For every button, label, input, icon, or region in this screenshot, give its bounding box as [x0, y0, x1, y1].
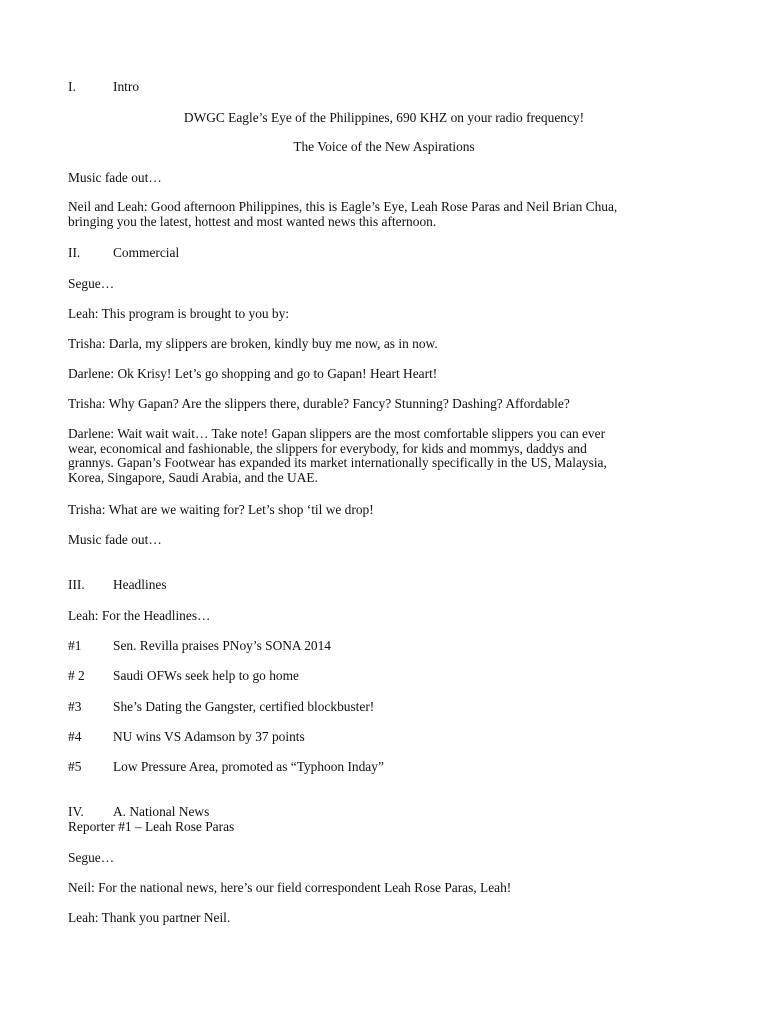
paragraph-line: wear, economical and fashionable, the slippers for everybody, for kids and mommys, daddys and — [68, 440, 587, 456]
headline-text: Sen. Revilla praises PNoy’s SONA 2014 — [113, 638, 331, 653]
cue-music-fade: Music fade out… — [68, 532, 162, 547]
headline-text: Saudi OFWs seek help to go home — [113, 668, 299, 683]
headline-number: #5 — [68, 759, 82, 774]
headline-number: # 2 — [68, 668, 85, 683]
headline-text: NU wins VS Adamson by 37 points — [113, 729, 305, 744]
section-heading-commercial: Commercial — [113, 245, 180, 260]
cue-music-fade: Music fade out… — [68, 170, 162, 185]
section-number-national: IV. — [68, 804, 84, 819]
tagline: The Voice of the New Aspirations — [293, 139, 475, 154]
paragraph-line: Darlene: Wait wait wait… Take note! Gapan slippers are the most comfortable slippers you can ever — [68, 426, 606, 441]
dialogue-line: Neil: For the national news, here’s our field correspondent Leah Rose Paras, Leah! — [68, 880, 512, 895]
dialogue-line: Trisha: Why Gapan? Are the slippers there, durable? Fancy? Stunning? Dashing? Affordable? — [68, 396, 570, 411]
cue-segue: Segue… — [68, 276, 115, 291]
paragraph-line: grannys. Gapan’s Footwear has expanded its market internationally specifically in the US, Malaysia, — [68, 455, 607, 470]
headline-text: She’s Dating the Gangster, certified blockbuster! — [113, 699, 375, 714]
section-heading-national: A. National News — [113, 804, 210, 819]
opening-line: Neil and Leah: Good afternoon Philippines, this is Eagle’s Eye, Leah Rose Paras and Neil Brian Chua, — [68, 199, 618, 214]
station-line: DWGC Eagle’s Eye of the Philippines, 690 KHZ on your radio frequency! — [183, 110, 585, 125]
dialogue-line: Leah: This program is brought to you by: — [68, 306, 290, 321]
darlene-paragraph — [68, 427, 698, 485]
opening-paragraph — [68, 200, 698, 229]
section-number-commercial: II. — [68, 245, 81, 260]
paragraph-line: Korea, Singapore, Saudi Arabia, and the UAE. — [68, 469, 318, 485]
dialogue-line: Darlene: Ok Krisy! Let’s go shopping and go to Gapan! Heart Heart! — [68, 366, 438, 381]
cue-segue: Segue… — [68, 850, 115, 865]
headline-number: #1 — [68, 638, 82, 653]
section-heading-headlines: Headlines — [113, 577, 167, 592]
section-heading-intro: Intro — [113, 79, 140, 94]
headline-text: Low Pressure Area, promoted as “Typhoon Inday” — [113, 759, 384, 774]
dialogue-line: Trisha: What are we waiting for? Let’s shop ‘til we drop! — [68, 502, 374, 517]
reporter-line: Reporter #1 – Leah Rose Paras — [68, 819, 235, 834]
dialogue-line: Trisha: Darla, my slippers are broken, kindly buy me now, as in now. — [68, 336, 438, 351]
dialogue-line: Leah: For the Headlines… — [68, 608, 211, 623]
opening-line: bringing you the latest, hottest and most wanted news this afternoon. — [68, 213, 437, 229]
headline-number: #3 — [68, 699, 82, 714]
section-number-intro: I. — [68, 79, 76, 94]
section-number-headlines: III. — [68, 577, 85, 592]
dialogue-line: Leah: Thank you partner Neil. — [68, 910, 231, 925]
headline-number: #4 — [68, 729, 82, 744]
